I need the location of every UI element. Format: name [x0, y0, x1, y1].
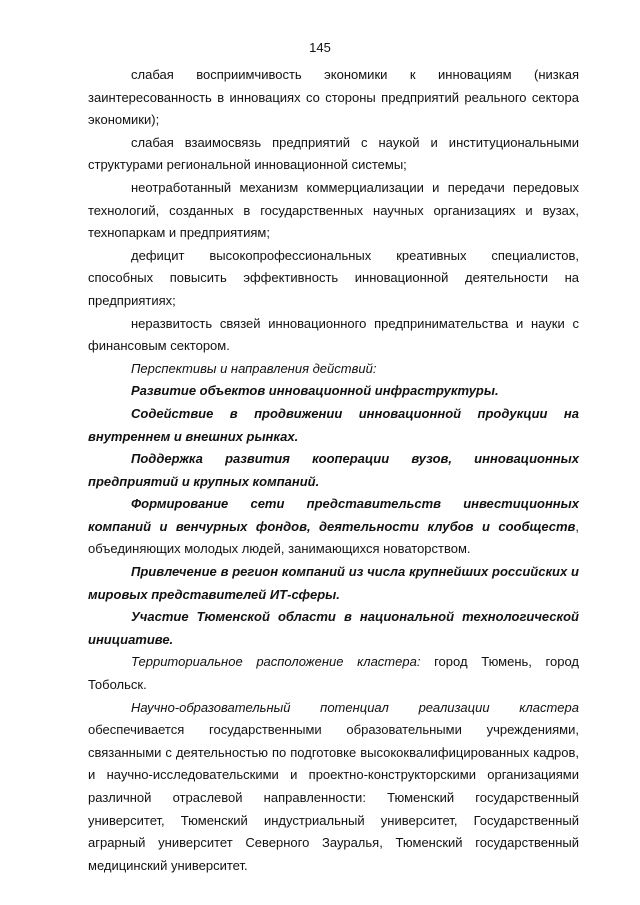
action-product-promotion: Содействие в продвижении инновационной продукции на внутреннем и внешних рынках. — [88, 405, 579, 444]
cluster-location — [88, 651, 579, 696]
action-national-initiative: Участие Тюменской области в национальной технологической инициативе. — [88, 609, 579, 647]
page-number: 145 — [309, 40, 331, 55]
paragraph-financial-links: неразвитость связей инновационного предпринимательства и науки с финансовым сектором. — [88, 315, 579, 354]
cluster-potential-label: Научно-образовательный потенциал реализации кластера — [131, 699, 579, 715]
action-infrastructure: Развитие объектов инновационной инфраструктуры. — [131, 383, 499, 399]
paragraph-weak-receptivity: слабая восприимчивость экономики к инновациям (низкая заинтересованность в инновациях со стороны предприятий реального сектора экономики); — [88, 67, 579, 128]
cluster-potential — [88, 697, 579, 878]
action-it-companies: Привлечение в регион компаний из числа крупнейших российских и мировых представителей ИТ-сферы. — [88, 564, 579, 602]
cluster-location-value: город Тюмень, город Тобольск. — [88, 654, 580, 693]
action-investment-network — [88, 493, 579, 561]
paragraph-specialists-deficit: дефицит высокопрофессиональных креативных специалистов, способных повысить эффективность инновационной деятельности на предприятиях; — [88, 247, 579, 308]
action-investment-network-emphasis: Формирование сети представительств инвестиционных компаний и венчурных фондов, деятельности клубов и сообществ — [88, 496, 579, 534]
cluster-potential-value: обеспечивается государственными образовательными учреждениями, связанными с деятельностью по подготовке высококвалифицированных кадров, и научно-исследовательскими и проектно-конструкторскими организациями различной отраслевой направленности: Тюменский государственный университет, Тюменский индустриальный университет, Государственный аграрный университет Северного Зауралья, Тюменский государственный медицинский университет. — [88, 722, 579, 873]
action-investment-network-tail: , объединяющих молодых людей, занимающихся новаторством. — [88, 518, 579, 557]
cluster-location-label: Территориальное расположение кластера: — [131, 654, 421, 670]
paragraph-commercialization: неотработанный механизм коммерциализации и передачи передовых технологий, созданных в государственных научных организациях и вузах, технопаркам и предприятиям; — [88, 179, 579, 241]
page-body — [88, 64, 579, 877]
section-heading-prospects: Перспективы и направления действий: — [131, 360, 377, 376]
paragraph-weak-linkage: слабая взаимосвязь предприятий с наукой и институциональными структурами региональной инновационной системы; — [88, 134, 579, 173]
action-cooperation: Поддержка развития кооперации вузов, инновационных предприятий и крупных компаний. — [88, 451, 579, 489]
